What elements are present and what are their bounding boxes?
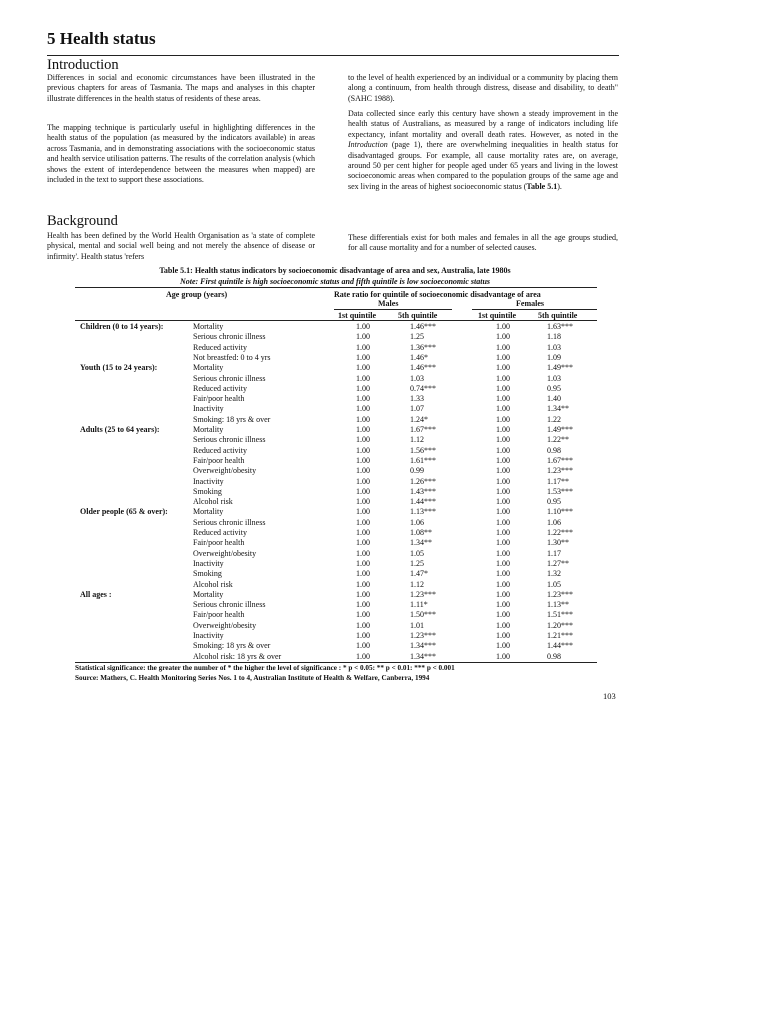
table-bottom-rule: [75, 662, 597, 663]
right-paragraph-1: to the level of health experienced by an individual or a community by placing them along a continuum, from health through distress, disease and disability, to death" (SAHC 1988).: [348, 73, 618, 103]
females-q5-value: 1.49***: [547, 363, 573, 373]
females-q5-value: 1.10***: [547, 507, 573, 517]
males-q1-value: 1.00: [356, 476, 370, 486]
males-q5-value: 1.25: [410, 558, 424, 568]
title-rule: [47, 55, 619, 56]
indicator-label: Smoking: 18 yrs & over: [193, 641, 271, 651]
males-q5-value: 1.50***: [410, 610, 436, 620]
chapter-title: 5 Health status: [47, 29, 156, 48]
males-q1-value: 1.00: [356, 435, 370, 445]
males-q1-value: 1.00: [356, 610, 370, 620]
males-q5-value: 0.74***: [410, 383, 436, 393]
females-q5-value: 1.23***: [547, 589, 573, 599]
females-q5-value: 1.21***: [547, 631, 573, 640]
females-q5-value: 1.09: [547, 352, 561, 362]
age-group-label: Adults (25 to 64 years):: [80, 425, 160, 434]
males-q5-value: 1.46*: [410, 352, 428, 362]
males-q1-value: 1.00: [356, 507, 370, 517]
males-q5-header: 5th quintile: [398, 311, 438, 320]
males-q5-value: 1.47*: [410, 569, 428, 579]
females-q1-value: 1.00: [496, 342, 510, 352]
indicator-label: Mortality: [193, 425, 224, 434]
males-q1-value: 1.00: [356, 579, 370, 589]
females-q1-value: 1.00: [496, 558, 510, 568]
females-q1-header: 1st quintile: [478, 311, 517, 320]
females-q5-value: 0.98: [547, 445, 561, 455]
females-q1-value: 1.00: [496, 476, 510, 486]
indicator-label: Mortality: [193, 363, 224, 373]
males-q1-value: 1.00: [356, 517, 370, 527]
males-q1-value: 1.00: [356, 352, 370, 362]
males-q1-value: 1.00: [356, 651, 370, 661]
females-q1-value: 1.00: [496, 641, 510, 651]
females-rule: [472, 309, 597, 310]
females-q1-value: 1.00: [496, 352, 510, 362]
females-q5-value: 1.17**: [547, 476, 569, 486]
indicator-label: Smoking: 18 yrs & over: [193, 414, 271, 424]
males-q5-value: 1.01: [410, 620, 424, 630]
background-paragraph-1: Health has been defined by the World Health Organisation as 'a state of complete physical, mental and social well being and not merely the absence of disease or infirmity'. Health status 'refers: [47, 231, 315, 261]
males-q1-value: 1.00: [356, 486, 370, 496]
males-q5-value: 1.11*: [410, 600, 428, 610]
right-paragraph-2c: ).: [557, 181, 562, 191]
females-q1-value: 1.00: [496, 455, 510, 465]
indicator-label: Smoking: [193, 486, 222, 496]
females-q1-value: 1.00: [496, 497, 510, 507]
males-q5-value: 1.67***: [410, 425, 436, 434]
females-q5-value: 1.03: [547, 342, 561, 352]
females-q1-value: 1.00: [496, 579, 510, 589]
males-q5-value: 1.43***: [410, 486, 436, 496]
indicator-label: Fair/poor health: [193, 538, 245, 548]
males-q1-value: 1.00: [356, 342, 370, 352]
males-q5-value: 1.44***: [410, 497, 436, 507]
indicator-label: Fair/poor health: [193, 394, 245, 404]
females-q1-value: 1.00: [496, 620, 510, 630]
indicator-label: Alcohol risk: 18 yrs & over: [193, 651, 282, 661]
age-group-label: Children (0 to 14 years):: [80, 322, 164, 331]
females-q1-value: 1.00: [496, 466, 510, 476]
indicator-label: Not breastfed: 0 to 4 yrs: [193, 352, 271, 362]
females-q1-value: 1.00: [496, 425, 510, 434]
females-q5-value: 1.18: [547, 332, 561, 342]
males-q5-value: 1.46***: [410, 363, 436, 373]
page-number: 103: [603, 691, 616, 701]
males-q5-value: 1.05: [410, 548, 424, 558]
females-q1-value: 1.00: [496, 600, 510, 610]
females-q5-value: 1.51***: [547, 610, 573, 620]
indicator-label: Inactivity: [193, 558, 224, 568]
females-q1-value: 1.00: [496, 589, 510, 599]
males-q1-value: 1.00: [356, 528, 370, 537]
females-q5-value: 1.40: [547, 394, 561, 404]
males-q5-value: 1.56***: [410, 445, 436, 455]
females-header: Females: [516, 299, 544, 308]
indicator-label: Reduced activity: [193, 342, 247, 352]
right-paragraph-3: These differentials exist for both males and females in all the age groups studied, for all cause mortality and for a number of selected causes.: [348, 233, 618, 253]
males-q1-value: 1.00: [356, 425, 370, 434]
males-q5-value: 1.33: [410, 394, 424, 404]
indicator-label: Alcohol risk: [193, 579, 233, 589]
right-paragraph-2: [348, 109, 618, 192]
females-q1-value: 1.00: [496, 445, 510, 455]
females-q1-value: 1.00: [496, 414, 510, 424]
females-q1-value: 1.00: [496, 332, 510, 342]
females-q5-value: 1.34**: [547, 404, 569, 414]
females-q5-value: 1.22**: [547, 435, 569, 445]
males-q1-value: 1.00: [356, 394, 370, 404]
females-q5-value: 1.20***: [547, 620, 573, 630]
females-q1-value: 1.00: [496, 548, 510, 558]
age-group-label: Youth (15 to 24 years):: [80, 363, 158, 373]
indicator-label: Mortality: [193, 322, 224, 331]
males-q1-value: 1.00: [356, 332, 370, 342]
intro-paragraph-2: The mapping technique is particularly useful in highlighting differences in the health status of the population (as measured by the indicators available) in areas across Tasmania, and in demonstrating associations with the socioeconomic status and health service utilisation patterns. The results of the correlation analysis (which shows the extent of interdependence between the measures when mapped) are included in the text to support these associations.: [47, 123, 315, 185]
indicator-label: Serious chronic illness: [193, 435, 266, 445]
males-q5-value: 1.23***: [410, 589, 436, 599]
females-q5-value: 1.17: [547, 548, 561, 558]
females-q5-value: 1.13**: [547, 600, 569, 610]
indicator-label: Inactivity: [193, 631, 224, 640]
indicator-label: Overweight/obesity: [193, 466, 257, 476]
females-q1-value: 1.00: [496, 363, 510, 373]
rate-ratio-header: Rate ratio for quintile of socioeconomic disadvantage of area: [334, 290, 541, 299]
females-q5-value: 0.95: [547, 497, 561, 507]
table-reference: Table 5.1: [526, 181, 558, 191]
females-q1-value: 1.00: [496, 631, 510, 640]
males-q1-value: 1.00: [356, 631, 370, 640]
indicator-label: Serious chronic illness: [193, 332, 266, 342]
females-q5-value: 1.67***: [547, 455, 573, 465]
females-q1-value: 1.00: [496, 373, 510, 383]
males-q1-value: 1.00: [356, 600, 370, 610]
males-q1-value: 1.00: [356, 466, 370, 476]
indicator-label: Reduced activity: [193, 383, 247, 393]
males-q1-value: 1.00: [356, 558, 370, 568]
females-q1-value: 1.00: [496, 507, 510, 517]
males-q5-value: 1.34***: [410, 641, 436, 651]
females-q5-value: 0.95: [547, 383, 561, 393]
males-q5-value: 1.36***: [410, 342, 436, 352]
intro-paragraph-1: Differences in social and economic circumstances have been illustrated in the previous chapters for areas of Tasmania. The maps and analyses in this chapter illustrate differences in the health status of residents of these areas.: [47, 73, 315, 103]
females-q1-value: 1.00: [496, 404, 510, 414]
males-q5-value: 1.03: [410, 373, 424, 383]
males-q5-value: 1.61***: [410, 455, 436, 465]
indicator-label: Alcohol risk: [193, 497, 233, 507]
females-q1-value: 1.00: [496, 322, 510, 331]
males-q5-value: 1.07: [410, 404, 424, 414]
indicator-label: Serious chronic illness: [193, 517, 266, 527]
males-rule: [334, 309, 452, 310]
females-q1-value: 1.00: [496, 538, 510, 548]
males-header: Males: [378, 299, 399, 308]
males-q5-value: 1.46***: [410, 322, 436, 331]
indicator-label: Inactivity: [193, 476, 224, 486]
table-note: Note: First quintile is high socioeconomic status and fifth quintile is low socioeconomic status: [179, 277, 491, 286]
males-q5-value: 1.23***: [410, 631, 436, 640]
table-caption: Table 5.1: Health status indicators by socioeconomic disadvantage of area and sex, Australia, late 1980s: [159, 266, 511, 275]
table-top-rule: [75, 287, 597, 288]
females-q5-value: 1.32: [547, 569, 561, 579]
indicator-label: Smoking: [193, 569, 222, 579]
males-q5-value: 1.24*: [410, 414, 428, 424]
females-q5-value: 1.06: [547, 517, 561, 527]
indicator-label: Reduced activity: [193, 445, 247, 455]
females-q5-value: 1.44***: [547, 641, 573, 651]
females-q1-value: 1.00: [496, 610, 510, 620]
males-q1-value: 1.00: [356, 363, 370, 373]
females-q5-value: 1.30**: [547, 538, 569, 548]
females-q1-value: 1.00: [496, 651, 510, 661]
males-q5-value: 1.25: [410, 332, 424, 342]
table-header-rule: [75, 320, 597, 321]
indicator-label: Mortality: [193, 507, 224, 517]
females-q1-value: 1.00: [496, 486, 510, 496]
males-q1-header: 1st quintile: [338, 311, 377, 320]
indicator-label: Serious chronic illness: [193, 373, 266, 383]
males-q5-value: 1.12: [410, 435, 424, 445]
females-q1-value: 1.00: [496, 569, 510, 579]
males-q1-value: 1.00: [356, 497, 370, 507]
females-q5-value: 1.05: [547, 579, 561, 589]
males-q1-value: 1.00: [356, 548, 370, 558]
age-group-header: Age group (years): [166, 290, 228, 299]
indicator-label: Mortality: [193, 589, 224, 599]
males-q1-value: 1.00: [356, 589, 370, 599]
right-paragraph-2b: (page 1), there are overwhelming inequalities in health status for disadvantaged groups. For example, all cause mortality rates are, on average, around 50 per cent higher for people aged under 65 years and living in the lowest socioeconomic areas when compared to the population groups of the same age and sex living in the areas of highest socioeconomic status (: [348, 140, 618, 191]
males-q1-value: 1.00: [356, 414, 370, 424]
females-q5-value: 0.98: [547, 651, 561, 661]
males-q5-value: 1.08**: [410, 528, 432, 537]
females-q1-value: 1.00: [496, 383, 510, 393]
females-q5-value: 1.22***: [547, 528, 573, 537]
introduction-reference: Introduction: [348, 140, 388, 150]
males-q1-value: 1.00: [356, 445, 370, 455]
indicator-label: Inactivity: [193, 404, 224, 414]
females-q5-value: 1.53***: [547, 486, 573, 496]
right-paragraph-2a: Data collected since early this century have shown a steady improvement in the health status of Australians, as measured by a range of indicators including life expectancy, infant mortality and overall death rates. However, as noted in the: [348, 109, 618, 139]
females-q5-header: 5th quintile: [538, 311, 578, 320]
females-q1-value: 1.00: [496, 517, 510, 527]
females-q5-value: 1.23***: [547, 466, 573, 476]
indicator-label: Reduced activity: [193, 528, 247, 537]
indicator-label: Overweight/obesity: [193, 620, 257, 630]
source-note: Source: Mathers, C. Health Monitoring Series Nos. 1 to 4, Australian Institute of Health & Welfare, Canberra, 1994: [75, 674, 430, 682]
females-q5-value: 1.63***: [547, 322, 573, 331]
males-q1-value: 1.00: [356, 373, 370, 383]
males-q5-value: 1.34***: [410, 651, 436, 661]
males-q5-value: 1.26***: [410, 476, 436, 486]
females-q1-value: 1.00: [496, 435, 510, 445]
introduction-heading: Introduction: [47, 57, 119, 73]
males-q1-value: 1.00: [356, 569, 370, 579]
males-q1-value: 1.00: [356, 404, 370, 414]
significance-note: Statistical significance: the greater the number of * the higher the level of significance : * p < 0.05: ** p < 0.01: *** p < 0.001: [75, 664, 455, 672]
females-q5-value: 1.49***: [547, 425, 573, 434]
females-q5-value: 1.27**: [547, 558, 569, 568]
age-group-label: All ages :: [80, 589, 112, 599]
background-heading: Background: [47, 213, 118, 229]
males-q5-value: 1.06: [410, 517, 424, 527]
males-q1-value: 1.00: [356, 620, 370, 630]
females-q5-value: 1.03: [547, 373, 561, 383]
males-q5-value: 1.13***: [410, 507, 436, 517]
indicator-label: Serious chronic illness: [193, 600, 266, 610]
females-q1-value: 1.00: [496, 528, 510, 537]
males-q1-value: 1.00: [356, 641, 370, 651]
males-q5-value: 1.34**: [410, 538, 432, 548]
males-q1-value: 1.00: [356, 455, 370, 465]
males-q1-value: 1.00: [356, 383, 370, 393]
indicator-label: Overweight/obesity: [193, 548, 257, 558]
indicator-label: Fair/poor health: [193, 455, 245, 465]
females-q5-value: 1.22: [547, 414, 561, 424]
males-q5-value: 0.99: [410, 466, 424, 476]
males-q5-value: 1.12: [410, 579, 424, 589]
males-q1-value: 1.00: [356, 538, 370, 548]
males-q1-value: 1.00: [356, 322, 370, 331]
indicator-label: Fair/poor health: [193, 610, 245, 620]
females-q1-value: 1.00: [496, 394, 510, 404]
age-group-label: Older people (65 & over):: [80, 507, 168, 517]
